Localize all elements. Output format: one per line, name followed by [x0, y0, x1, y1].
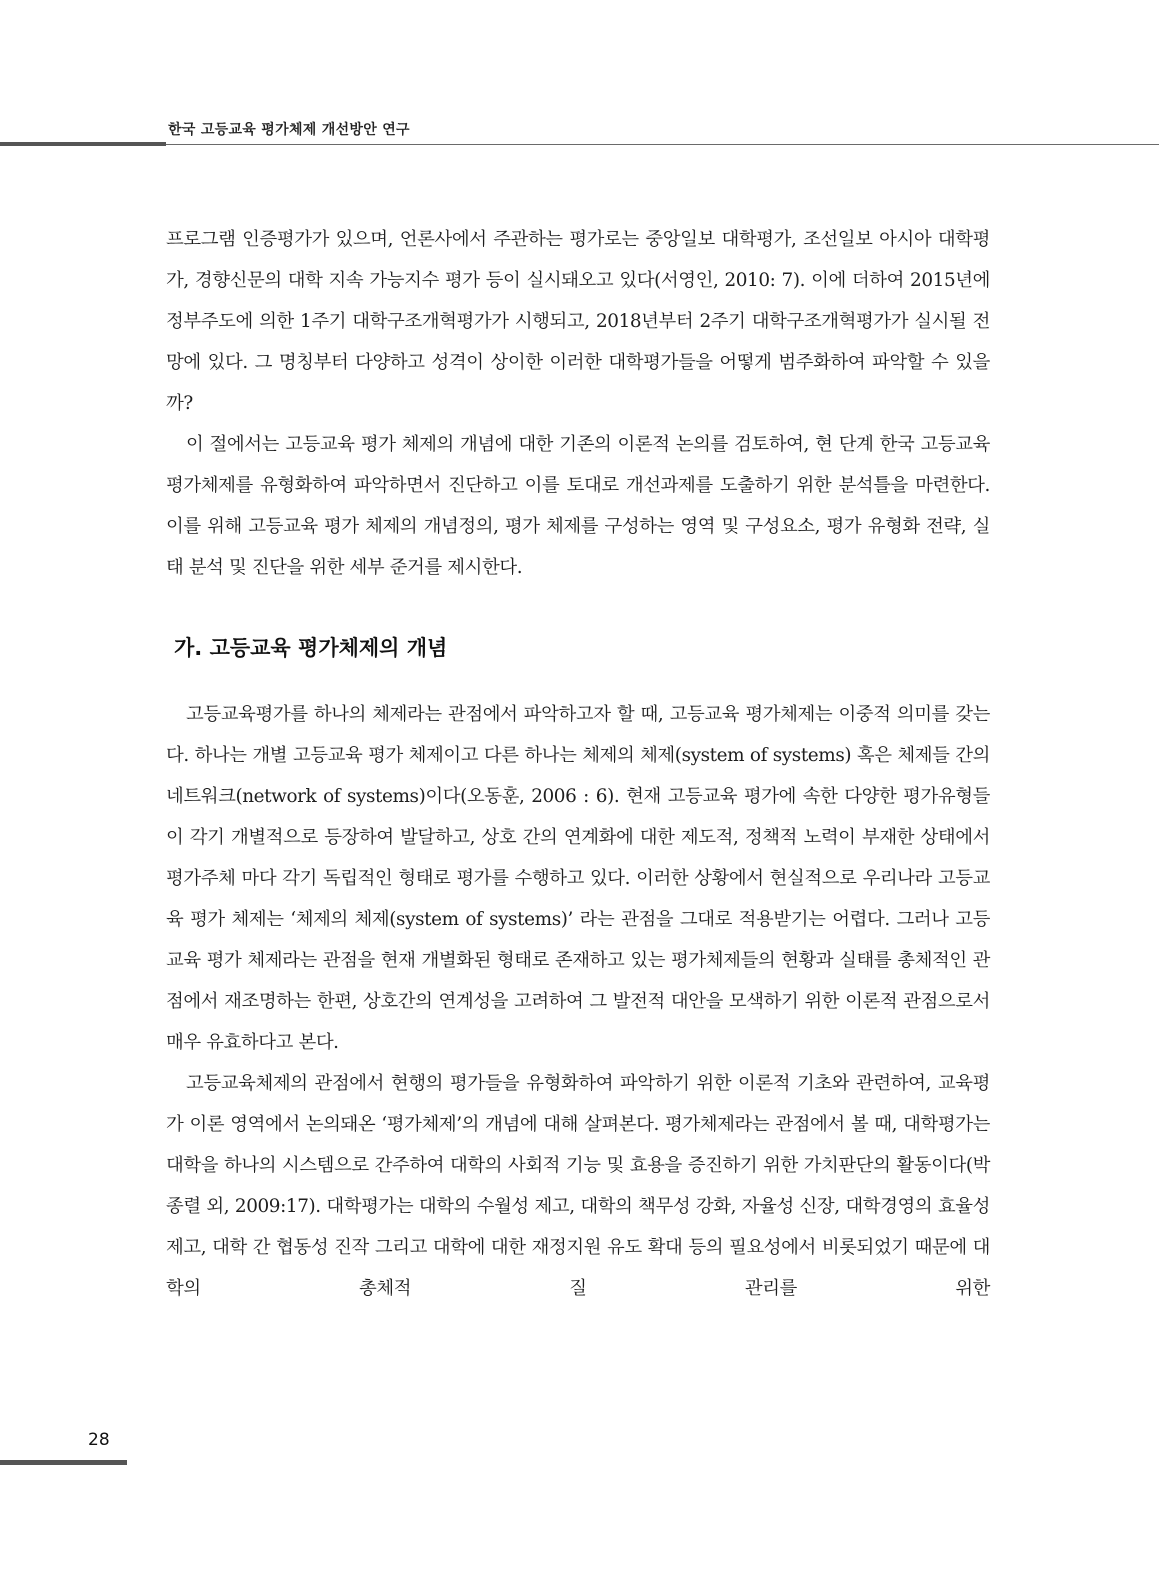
section-paragraph-1: 고등교육평가를 하나의 체제라는 관점에서 파악하고자 할 때, 고등교육 평가체제는 이중적 의미를 갖는다. 하나는 개별 고등교육 평가 체제이고 다른 하나는 체제의 체제(system of systems) 혹은 체제들 간의 네트워크(network of systems)이다(오동훈, 2006 : 6). 현재 고등교육 평가에 속한 다양한 평가유형들이 각기 개별적으로 등장하여 발달하고, 상호 간의 연계화에 대한 제도적, 정책적 노력이 부재한 상태에서 평가주체 마다 각기 독립적인 형태로 평가를 수행하고 있다. 이러한 상황에서 현실적으로 우리나라 고등교육 평가 체제는 ‘체제의 체제(system of systems)’ 라는 관점을 그대로 적용받기는 어렵다. 그러나 고등교육 평가 체제라는 관점을 현재 개별화된 형태로 존재하고 있는 평가체제들의 현황과 실태를 총체적인 관점에서 재조명하는 한편, 상호간의 연계성을 고려하여 그 발전적 대안을 모색하기 위한 이론적 관점으로서 매우 유효하다고 본다.	[166, 704, 990, 1053]
section-heading: 가. 고등교육 평가체제의 개념	[174, 636, 448, 660]
intro-paragraph-1: 프로그램 인증평가가 있으며, 언론사에서 주관하는 평가로는 중앙일보 대학평가, 조선일보 아시아 대학평가, 경향신문의 대학 지속 가능지수 평가 등이 실시돼오고 있다(서영인, 2010: 7). 이에 더하여 2015년에 정부주도에 의한 1주기 대학구조개혁평가가 시행되고, 2018년부터 2주기 대학구조개혁평가가 실시될 전망에 있다. 그 명칭부터 다양하고 성격이 상이한 이러한 대학평가들을 어떻게 범주화하여 파악할 수 있을까?	[166, 229, 990, 414]
running-header: 한국 고등교육 평가체제 개선방안 연구	[168, 122, 410, 138]
page-number: 28	[88, 1430, 110, 1450]
section-text	[166, 694, 990, 1309]
footer-rule	[0, 1460, 127, 1465]
header-rule-thick	[0, 142, 166, 146]
header-rule-thin	[166, 144, 1159, 145]
intro-paragraph-2: 이 절에서는 고등교육 평가 체제의 개념에 대한 기존의 이론적 논의를 검토하여, 현 단계 한국 고등교육 평가체제를 유형화하여 파악하면서 진단하고 이를 토대로 개선과제를 도출하기 위한 분석틀을 마련한다. 이를 위해 고등교육 평가 체제의 개념정의, 평가 체제를 구성하는 영역 및 구성요소, 평가 유형화 전략, 실태 분석 및 진단을 위한 세부 준거를 제시한다.	[166, 434, 990, 578]
section-paragraph-2: 고등교육체제의 관점에서 현행의 평가들을 유형화하여 파악하기 위한 이론적 기초와 관련하여, 교육평가 이론 영역에서 논의돼온 ‘평가체제’의 개념에 대해 살펴본다. 평가체제라는 관점에서 볼 때, 대학평가는 대학을 하나의 시스템으로 간주하여 대학의 사회적 기능 및 효용을 증진하기 위한 가치판단의 활동이다(박종렬 외, 2009:17). 대학평가는 대학의 수월성 제고, 대학의 책무성 강화, 자율성 신장, 대학경영의 효율성 제고, 대학 간 협동성 진작 그리고 대학에 대한 재정지원 유도 확대 등의 필요성에서 비롯되었기 때문에 대학의 총체적 질 관리를 위한	[166, 1073, 990, 1299]
intro-text	[166, 219, 990, 588]
